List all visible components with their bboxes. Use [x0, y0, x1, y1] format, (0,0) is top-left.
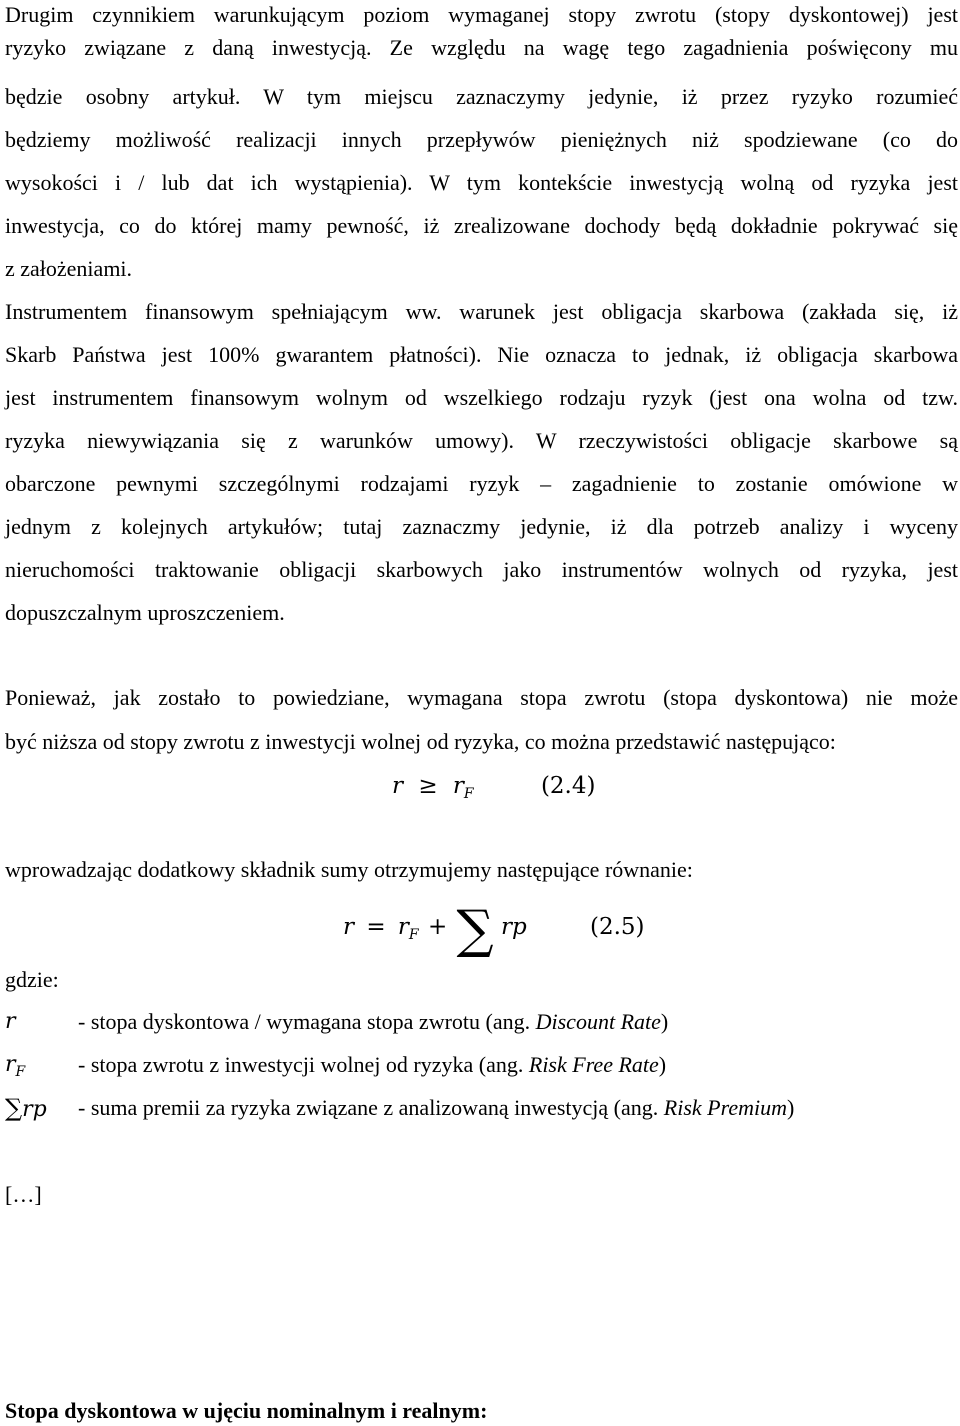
summation-icon: ∑	[5, 1094, 23, 1122]
definition-symbol: r	[5, 1009, 16, 1034]
text-line: z założeniami.	[5, 256, 133, 281]
eq-operator: =	[366, 914, 386, 940]
text-line: obarczone pewnymi szczególnymi rodzajami ryzyk – zagadnienie to zostanie omówione w	[5, 471, 958, 496]
equation-2-4	[392, 771, 595, 809]
text-line: jednym z kolejnych artykułów; tutaj zaznaczmy jedynie, iż dla potrzeb analizy i wyceny	[5, 514, 958, 539]
text-line: ryzyka niewywiązania się z warunków umowy). W rzeczywistości obligacje skarbowe są	[5, 428, 958, 453]
text-line: być niższa od stopy zwrotu z inwestycji wolnej od ryzyka, co można przedstawić następująco:	[5, 729, 836, 754]
eq-operator: ≥	[418, 773, 438, 799]
eq-variable: r	[397, 914, 409, 940]
equation-2-5	[343, 900, 645, 960]
eq-operator: +	[427, 914, 448, 940]
definition-description: - suma premii za ryzyka związane z analizowaną inwestycją (ang. Risk Premium)	[78, 1095, 795, 1120]
definition-symbol: $r_F$	[5, 1052, 26, 1080]
eq-variable: r	[452, 773, 464, 799]
definition-description: - stopa dyskontowa / wymagana stopa zwrotu (ang. Discount Rate)	[78, 1009, 669, 1034]
text-line: dopuszczalnym uproszczeniem.	[5, 600, 285, 625]
text-line: wysokości i / lub dat ich wystąpienia). W tym kontekście inwestycją wolną od ryzyka jest	[5, 170, 958, 195]
text-line: Drugim czynnikiem warunkującym poziom wymaganej stopy zwrotu (stopy dyskontowej) jest	[5, 2, 958, 27]
text-line: wprowadzając dodatkowy składnik sumy otrzymujemy następujące równanie:	[5, 857, 693, 882]
summation-icon: ∑	[456, 900, 494, 960]
definition-symbol: ∑rp	[5, 1094, 47, 1122]
text-line: Instrumentem finansowym spełniającym ww. warunek jest obligacja skarbowa (zakłada się, iż	[5, 299, 958, 324]
text-line: nieruchomości traktowanie obligacji skarbowych jako instrumentów wolnych od ryzyka, jest	[5, 557, 958, 582]
ellipsis: […]	[5, 1182, 42, 1207]
text-line: jest instrumentem finansowym wolnym od wszelkiego rodzaju ryzyk (jest ona wolna od tzw.	[5, 385, 958, 410]
section-heading: Stopa dyskontowa w ujęciu nominalnym i realnym:	[5, 1398, 488, 1423]
text-line: będzie osobny artykuł. W tym miejscu zaznaczymy jedynie, iż przez ryzyko rozumieć	[5, 84, 958, 109]
equation-number: (2.4)	[540, 773, 596, 799]
text-line: gdzie:	[5, 967, 59, 992]
eq-variable: r	[343, 914, 354, 940]
eq-variable: r	[392, 773, 403, 799]
text-line: Skarb Państwa jest 100% gwarantem płatności). Nie oznacza to jednak, iż obligacja skarbowa	[5, 342, 958, 367]
eq-subscript: F	[408, 927, 419, 943]
text-line: Ponieważ, jak zostało to powiedziane, wymagana stopa zwrotu (stopa dyskontowa) nie może	[5, 685, 958, 710]
equation-number: (2.5)	[590, 914, 645, 940]
text-line: będziemy możliwość realizacji innych przepływów pieniężnych niż spodziewane (co do	[5, 127, 958, 152]
definition-description: - stopa zwrotu z inwestycji wolnej od ryzyka (ang. Risk Free Rate)	[78, 1052, 667, 1077]
eq-variable: rp	[500, 914, 527, 940]
text-line: inwestycja, co do której mamy pewność, iż zrealizowane dochody będą dokładnie pokrywać się	[5, 213, 958, 238]
text-line: ryzyko związane z daną inwestycją. Ze względu na wagę tego zagadnienia poświęcony mu	[5, 35, 958, 60]
eq-subscript: F	[463, 786, 474, 802]
